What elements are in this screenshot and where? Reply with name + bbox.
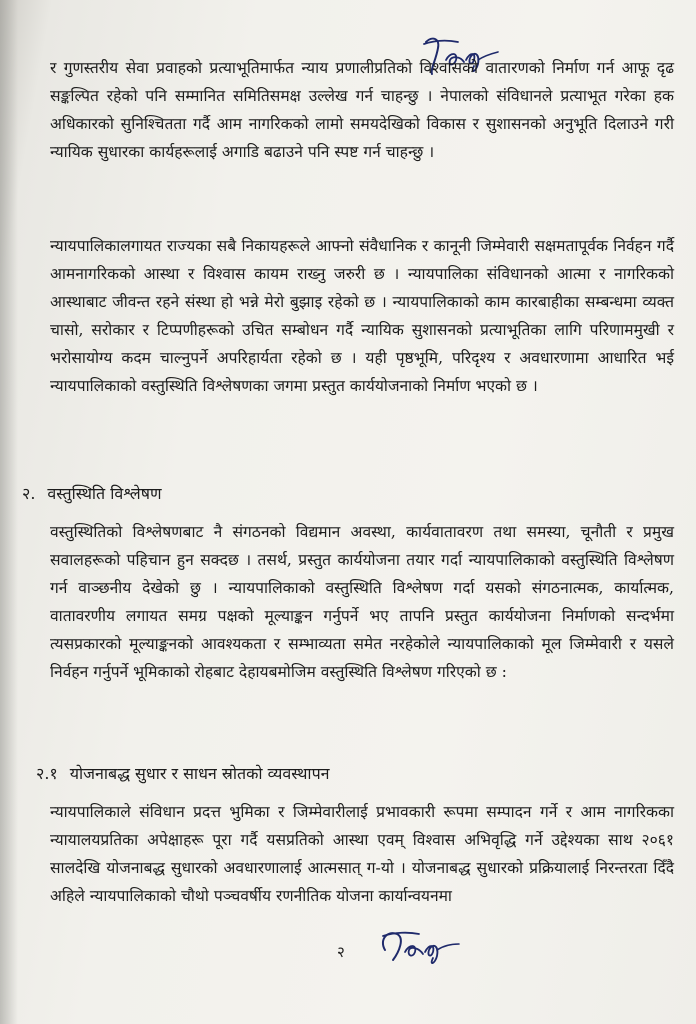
signature-bottom-icon bbox=[375, 920, 465, 970]
paragraph-planned-reform: न्यायपालिकाले संविधान प्रदत्त भुमिका र जिम्मेवारीलाई प्रभावकारी रूपमा सम्पादन गर्ने र आम नागरिकका न्यायालयप्रतिका अपेक्षाहरू पूरा गर्दै यसप्रतिको आस्था एवम् विश्वास अभिवृद्धि गर्ने उद्देश्यका साथ २०६१ सालदेखि योजनाबद्ध सुधारको अवधारणालाई आत्मसात् ग-यो । योजनाबद्ध सुधारको प्रक्रियालाई निरन्तरता दिँदै अहिले न्यायपालिकाको चौथो पञ्चवर्षीय रणनीतिक योजना कार्यान्वयनमा bbox=[50, 803, 674, 905]
section-heading-2-1 bbox=[36, 760, 330, 788]
subsection-number: २.१ bbox=[36, 764, 58, 783]
section-title: वस्तुस्थिति विश्लेषण bbox=[47, 484, 162, 503]
page-edge-shadow bbox=[0, 0, 18, 1024]
paragraph-situation-analysis: वस्तुस्थितिको विश्लेषणबाट नै संगठनको विद्यमान अवस्था, कार्यवातावरण तथा समस्या, चूनौती र प्रमुख सवालहरूको पहिचान हुन सक्दछ । तसर्थ, प्रस्तुत कार्ययोजना तयार गर्दा न्यायपालिकाको वस्तुस्थिति विश्लेषण गर्न वाञ्छनीय देखेको छु । न्यायपालिकाको वस्तुस्थिति विश्लेषण गर्दा यसको संगठनात्मक, कार्यात्मक, वातावरणीय लगायत समग्र पक्षको मूल्याङ्कन गर्नुपर्ने भए तापनि प्रस्तुत कार्ययोजना निर्माणको सन्दर्भमा त्यसप्रकारको मूल्याङ्कनको आवश्यकता र सम्भाव्यता समेत नरहेकोले न्यायपालिकाको मूल जिम्मेवारी र यसले निर्वहन गर्नुपर्ने भूमिकाको रोहबाट देहायबमोजिम वस्तुस्थिति विश्लेषण गरिएको छ : bbox=[50, 523, 674, 681]
section-number: २. bbox=[22, 484, 36, 503]
section-heading-2 bbox=[22, 480, 162, 508]
page-number: २ bbox=[337, 943, 345, 961]
paragraph-intro-continued: र गुणस्तरीय सेवा प्रवाहको प्रत्याभूतिमार्फत न्याय प्रणालीप्रतिको विश्वासको वातारणको निर्माण गर्न आफू दृढ सङ्कल्पित रहेको पनि सम्मानित समितिसमक्ष उल्लेख गर्न चाहन्छु । नेपालको संविधानले प्रत्याभूत गरेका हक अधिकारको सुनिश्चितता गर्दै आम नागरिकको लामो समयदेखिको विकास र सुशासनको अनुभूति दिलाउने गरी न्यायिक सुधारका कार्यहरूलाई अगाडि बढाउने पनि स्पष्ट गर्न चाहन्छु । bbox=[50, 59, 674, 161]
subsection-title: योजनाबद्ध सुधार र साधन स्रोतको व्यवस्थापन bbox=[69, 764, 330, 783]
paragraph-judiciary-context: न्यायपालिकालगायत राज्यका सबै निकायहरूले आफ्नो संवैधानिक र कानूनी जिम्मेवारी सक्षमतापूर्वक निर्वहन गर्दै आमनागरिकको आस्था र विश्वास कायम राख्नु जरुरी छ । न्यायपालिका संविधानको आत्मा र नागरिकको आस्थाबाट जीवन्त रहने संस्था हो भन्ने मेरो बुझाइ रहेको छ । न्यायपालिकाको काम कारबाहीका सम्बन्धमा व्यक्त चासो, सरोकार र टिप्पणीहरूको उचित सम्बोधन गर्दै न्यायिक सुशासनको प्रत्याभूतिका लागि परिणाममुखी र भरोसायोग्य कदम चाल्नुपर्ने अपरिहार्यता रहेको छ । यही पृष्ठभूमि, परिदृश्य र अवधारणामा आधारित भई न्यायपालिकाको वस्तुस्थिति विश्लेषणका जगमा प्रस्तुत कार्ययोजनाको निर्माण भएको छ । bbox=[50, 237, 674, 395]
signature-bottom bbox=[375, 920, 465, 970]
